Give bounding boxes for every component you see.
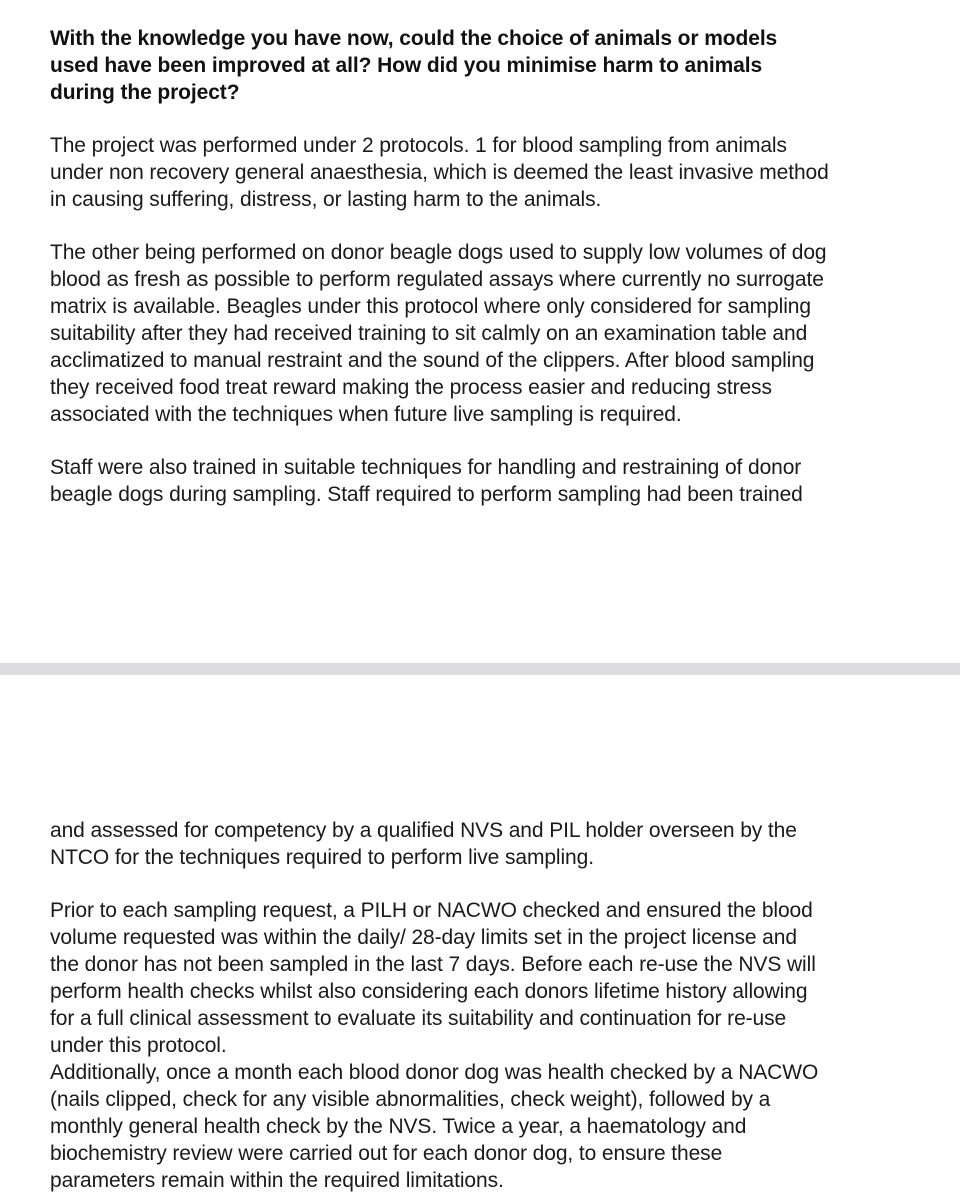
text-line: the donor has not been sampled in the last 7 days. Before each re-use the NVS will — [50, 953, 816, 976]
text-line: parameters remain within the required limitations. — [50, 1169, 504, 1192]
text-line: and assessed for competency by a qualified NVS and PIL holder overseen by the — [50, 819, 797, 842]
text-line: perform health checks whilst also considering each donors lifetime history allowing — [50, 980, 808, 1003]
text-line: The project was performed under 2 protocols. 1 for blood sampling from animals — [50, 134, 787, 157]
text-line: for a full clinical assessment to evaluate its suitability and continuation for re-use — [50, 1007, 787, 1030]
text-line: under this protocol. — [50, 1034, 227, 1057]
text-line: in causing suffering, distress, or lasting harm to the animals. — [50, 188, 602, 211]
text-line: Staff were also trained in suitable techniques for handling and restraining of donor — [50, 456, 802, 479]
heading-line: With the knowledge you have now, could the choice of animals or models — [50, 27, 778, 50]
text-line: acclimatized to manual restraint and the sound of the clippers. After blood sampling — [50, 349, 815, 372]
text-line: blood as fresh as possible to perform regulated assays where currently no surrogate — [50, 268, 824, 291]
text-line: volume requested was within the daily/ 28-day limits set in the project license and — [50, 926, 797, 949]
heading-line: used have been improved at all? How did you minimise harm to animals — [50, 54, 763, 77]
text-line: associated with the techniques when future live sampling is required. — [50, 403, 682, 426]
text-line: matrix is available. Beagles under this protocol where only considered for sampling — [50, 295, 811, 318]
page-separator — [0, 663, 960, 675]
text-line: suitability after they had received training to sit calmly on an examination table and — [50, 322, 808, 345]
text-line: The other being performed on donor beagle dogs used to supply low volumes of dog — [50, 241, 827, 264]
text-line: they received food treat reward making the process easier and reducing stress — [50, 376, 772, 399]
document-page-2 — [0, 675, 960, 1200]
text-line: Additionally, once a month each blood donor dog was health checked by a NACWO — [50, 1061, 819, 1084]
text-line: Prior to each sampling request, a PILH or NACWO checked and ensured the blood — [50, 899, 813, 922]
text-line: monthly general health check by the NVS. Twice a year, a haematology and — [50, 1115, 747, 1138]
text-line: biochemistry review were carried out for each donor dog, to ensure these — [50, 1142, 723, 1165]
text-line: beagle dogs during sampling. Staff required to perform sampling had been trained — [50, 483, 803, 506]
heading-line: during the project? — [50, 81, 240, 104]
text-line: (nails clipped, check for any visible abnormalities, check weight), followed by a — [50, 1088, 771, 1111]
text-line: NTCO for the techniques required to perform live sampling. — [50, 846, 594, 869]
text-line: under non recovery general anaesthesia, which is deemed the least invasive method — [50, 161, 829, 184]
